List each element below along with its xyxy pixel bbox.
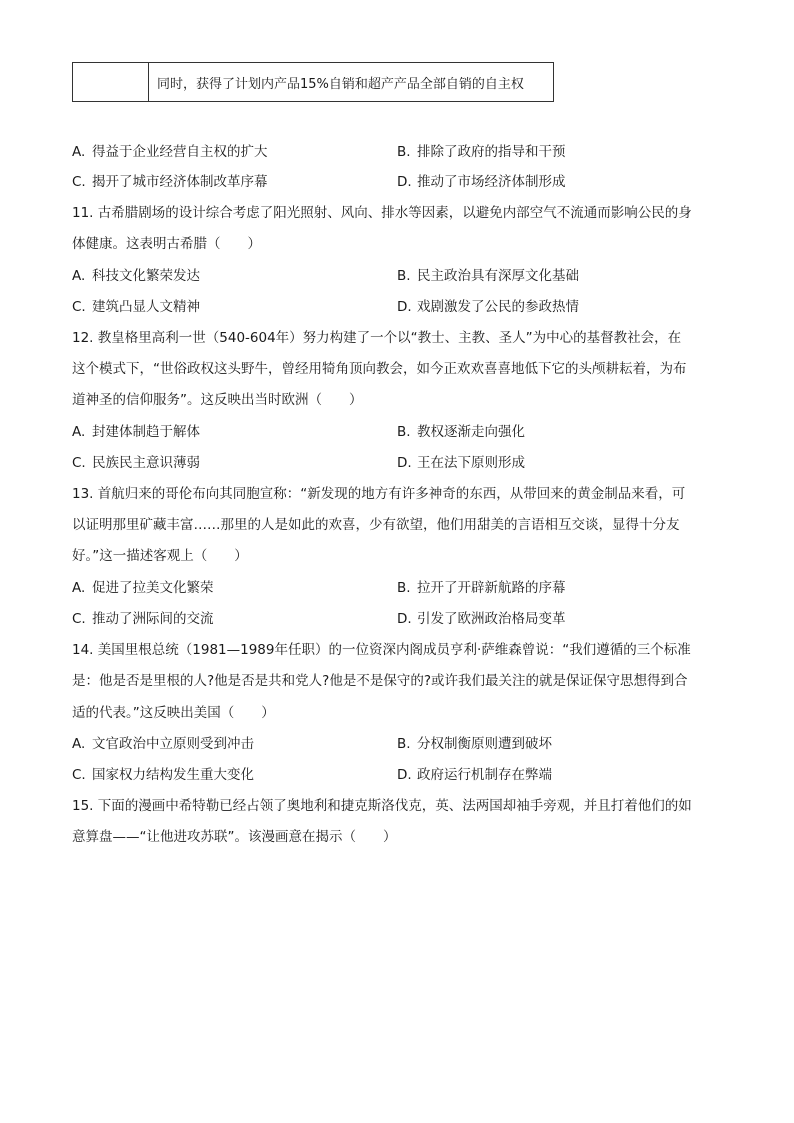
q13-option-c: [72, 609, 214, 629]
table-row: [73, 63, 554, 102]
q14-stem-line-2: 是：他是否是里根的人?他是否是共和党人?他是不是保守的?或许我们最关注的就是保证保守思想得到合: [72, 673, 688, 689]
option-letter: B.: [397, 580, 411, 596]
option-text: 教权逐渐走向强化: [417, 424, 525, 440]
q12-stem-line-1: 12. 教皇格里高利一世（540-604年）努力构建了一个以“教士、主教、圣人”为中心的基督教社会，在: [72, 330, 682, 346]
table-cell-empty: [73, 63, 149, 102]
option-text: 拉开了开辟新航路的序幕: [417, 580, 566, 596]
option-text: 排除了政府的指导和干预: [417, 144, 566, 160]
option-letter: B.: [397, 144, 411, 160]
q14-option-b: [397, 734, 552, 754]
option-text: 得益于企业经营自主权的扩大: [92, 144, 268, 160]
q11-option-c: [72, 297, 200, 317]
q13-stem-line-2: 以证明那里矿藏丰富……那里的人是如此的欢喜，少有欲望，他们用甜美的言语相互交谈，显得十分友: [72, 517, 680, 533]
q11-option-d: [397, 297, 579, 317]
option-text: 国家权力结构发生重大变化: [92, 767, 254, 783]
option-text: 科技文化繁荣发达: [92, 268, 200, 284]
q13-option-a: [72, 578, 214, 598]
option-letter: C.: [72, 299, 86, 315]
q10-option-a: [72, 142, 268, 162]
q10-option-d: [397, 172, 566, 192]
option-text: 推动了洲际间的交流: [92, 611, 214, 627]
option-letter: A.: [72, 424, 86, 440]
option-letter: B.: [397, 424, 411, 440]
option-letter: C.: [72, 455, 86, 471]
q14-stem-line-3: 适的代表。”这反映出美国（ ）: [72, 705, 275, 721]
option-text: 民族民主意识薄弱: [92, 455, 200, 471]
option-text: 王在法下原则形成: [417, 455, 525, 471]
q15-stem-line-1: 15. 下面的漫画中希特勒已经占领了奥地利和捷克斯洛伐克，英、法两国却袖手旁观，并且打着他们的如: [72, 798, 692, 814]
option-letter: B.: [397, 736, 411, 752]
answer-table-fragment: [72, 62, 554, 102]
option-text: 戏剧激发了公民的参政热情: [417, 299, 579, 315]
q12-option-c: [72, 453, 200, 473]
option-letter: D.: [397, 611, 412, 627]
q12-option-a: [72, 422, 200, 442]
option-text: 民主政治具有深厚文化基础: [417, 268, 579, 284]
option-letter: A.: [72, 144, 86, 160]
option-letter: D.: [397, 767, 412, 783]
q14-stem-line-1: 14. 美国里根总统（1981—1989年任职）的一位资深内阁成员亨利·萨维森曾说：“我们遵循的三个标准: [72, 642, 691, 658]
q10-option-b: [397, 142, 566, 162]
option-text: 引发了欧洲政治格局变革: [417, 611, 566, 627]
option-letter: A.: [72, 580, 86, 596]
option-text: 揭开了城市经济体制改革序幕: [92, 174, 268, 190]
option-letter: A.: [72, 268, 86, 284]
option-text: 封建体制趋于解体: [92, 424, 200, 440]
q12-stem-line-2: 这个模式下，“世俗政权这头野牛，曾经用犄角顶向教会，如今正欢欢喜喜地低下它的头颅耕耘着，为布: [72, 361, 687, 377]
option-letter: A.: [72, 736, 86, 752]
q12-option-d: [397, 453, 525, 473]
option-text: 分权制衡原则遭到破坏: [417, 736, 552, 752]
q11-stem-line-2: 体健康。这表明古希腊（ ）: [72, 236, 261, 252]
q13-stem-line-3: 好。”这一描述客观上（ ）: [72, 548, 248, 564]
q13-option-d: [397, 609, 566, 629]
option-letter: D.: [397, 174, 412, 190]
q13-option-b: [397, 578, 566, 598]
q11-option-b: [397, 266, 579, 286]
option-letter: D.: [397, 299, 412, 315]
option-text: 建筑凸显人文精神: [92, 299, 200, 315]
q11-stem-line-1: 11. 古希腊剧场的设计综合考虑了阳光照射、风向、排水等因素，以避免内部空气不流通而影响公民的身: [72, 205, 692, 221]
option-letter: B.: [397, 268, 411, 284]
option-letter: C.: [72, 174, 86, 190]
option-letter: C.: [72, 611, 86, 627]
option-text: 政府运行机制存在弊端: [417, 767, 552, 783]
q12-option-b: [397, 422, 525, 442]
option-letter: D.: [397, 455, 412, 471]
q11-option-a: [72, 266, 200, 286]
q14-option-c: [72, 765, 254, 785]
q13-stem-line-1: 13. 首航归来的哥伦布向其同胞宣称：“新发现的地方有许多神奇的东西，从带回来的黄金制品来看，可: [72, 486, 686, 502]
q12-stem-line-3: 道神圣的信仰服务”。这反映出当时欧洲（ ）: [72, 392, 363, 408]
option-letter: C.: [72, 767, 86, 783]
table-cell-text: 同时，获得了计划内产品15%自销和超产产品全部自销的自主权: [149, 63, 554, 102]
option-text: 促进了拉美文化繁荣: [92, 580, 214, 596]
q15-stem-line-2: 意算盘——“让他进攻苏联”。该漫画意在揭示（ ）: [72, 829, 397, 845]
q10-option-c: [72, 172, 268, 192]
option-text: 推动了市场经济体制形成: [417, 174, 566, 190]
q14-option-a: [72, 734, 254, 754]
q14-option-d: [397, 765, 552, 785]
option-text: 文官政治中立原则受到冲击: [92, 736, 254, 752]
